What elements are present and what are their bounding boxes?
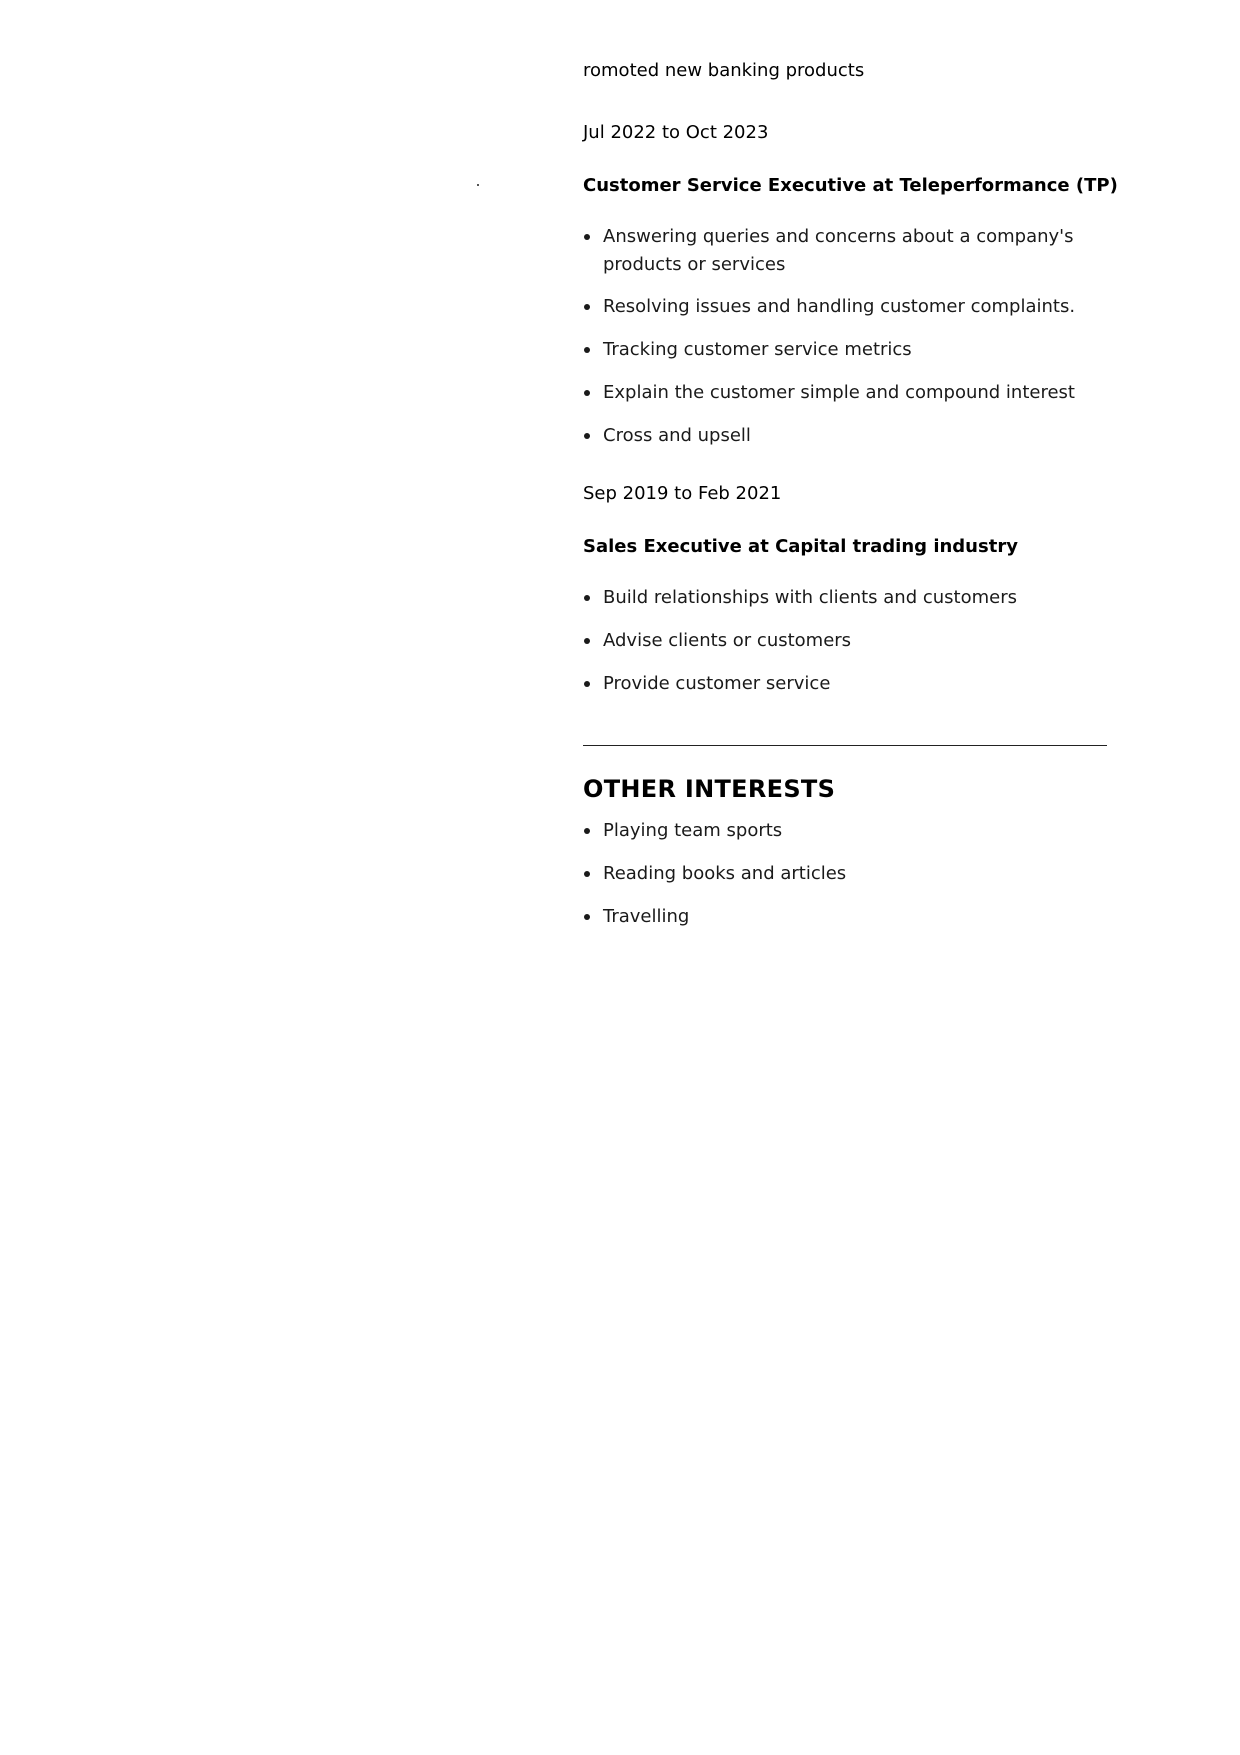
duty-text: Build relationships with clients and customers [603, 587, 1017, 608]
list-item [583, 670, 1107, 698]
list-item [583, 379, 1107, 407]
duty-text: Advise clients or customers [603, 630, 852, 651]
interest-text: Travelling [603, 906, 690, 927]
list-item [583, 293, 1107, 321]
carryover-text: romoted new banking products [583, 60, 865, 81]
duty-text: Tracking customer service metrics [603, 339, 912, 360]
bullet-icon [584, 234, 590, 240]
bullet-icon [584, 871, 590, 877]
list-item [583, 223, 1107, 279]
bullet-icon [584, 347, 590, 353]
job-duties-list [583, 584, 1107, 698]
job-title: Customer Service Executive at Teleperformance (TP) [583, 175, 1118, 196]
list-item [583, 336, 1107, 364]
bullet-icon [584, 595, 590, 601]
interest-text: Reading books and articles [603, 863, 847, 884]
bullet-icon [584, 828, 590, 834]
duty-text: Cross and upsell [603, 425, 751, 446]
job-duties-list [583, 223, 1107, 450]
list-item [583, 817, 1107, 845]
stray-mark [477, 184, 479, 186]
interest-text: Playing team sports [603, 820, 783, 841]
interests-list [583, 817, 1107, 931]
bullet-icon [584, 681, 590, 687]
list-item [583, 627, 1107, 655]
bullet-icon [584, 638, 590, 644]
duty-text: Answering queries and concerns about a company's products or services [603, 226, 1074, 275]
job-title: Sales Executive at Capital trading industry [583, 536, 1018, 557]
section-divider [583, 745, 1107, 746]
duty-text: Explain the customer simple and compound interest [603, 382, 1075, 403]
job-dates: Jul 2022 to Oct 2023 [583, 122, 769, 143]
duty-text: Resolving issues and handling customer complaints. [603, 296, 1076, 317]
bullet-icon [584, 390, 590, 396]
bullet-icon [584, 433, 590, 439]
duty-text: Provide customer service [603, 673, 831, 694]
job-dates: Sep 2019 to Feb 2021 [583, 483, 782, 504]
section-heading-other-interests: OTHER INTERESTS [583, 775, 836, 803]
list-item [583, 860, 1107, 888]
list-item [583, 422, 1107, 450]
list-item [583, 584, 1107, 612]
bullet-icon [584, 914, 590, 920]
list-item [583, 903, 1107, 931]
bullet-icon [584, 304, 590, 310]
